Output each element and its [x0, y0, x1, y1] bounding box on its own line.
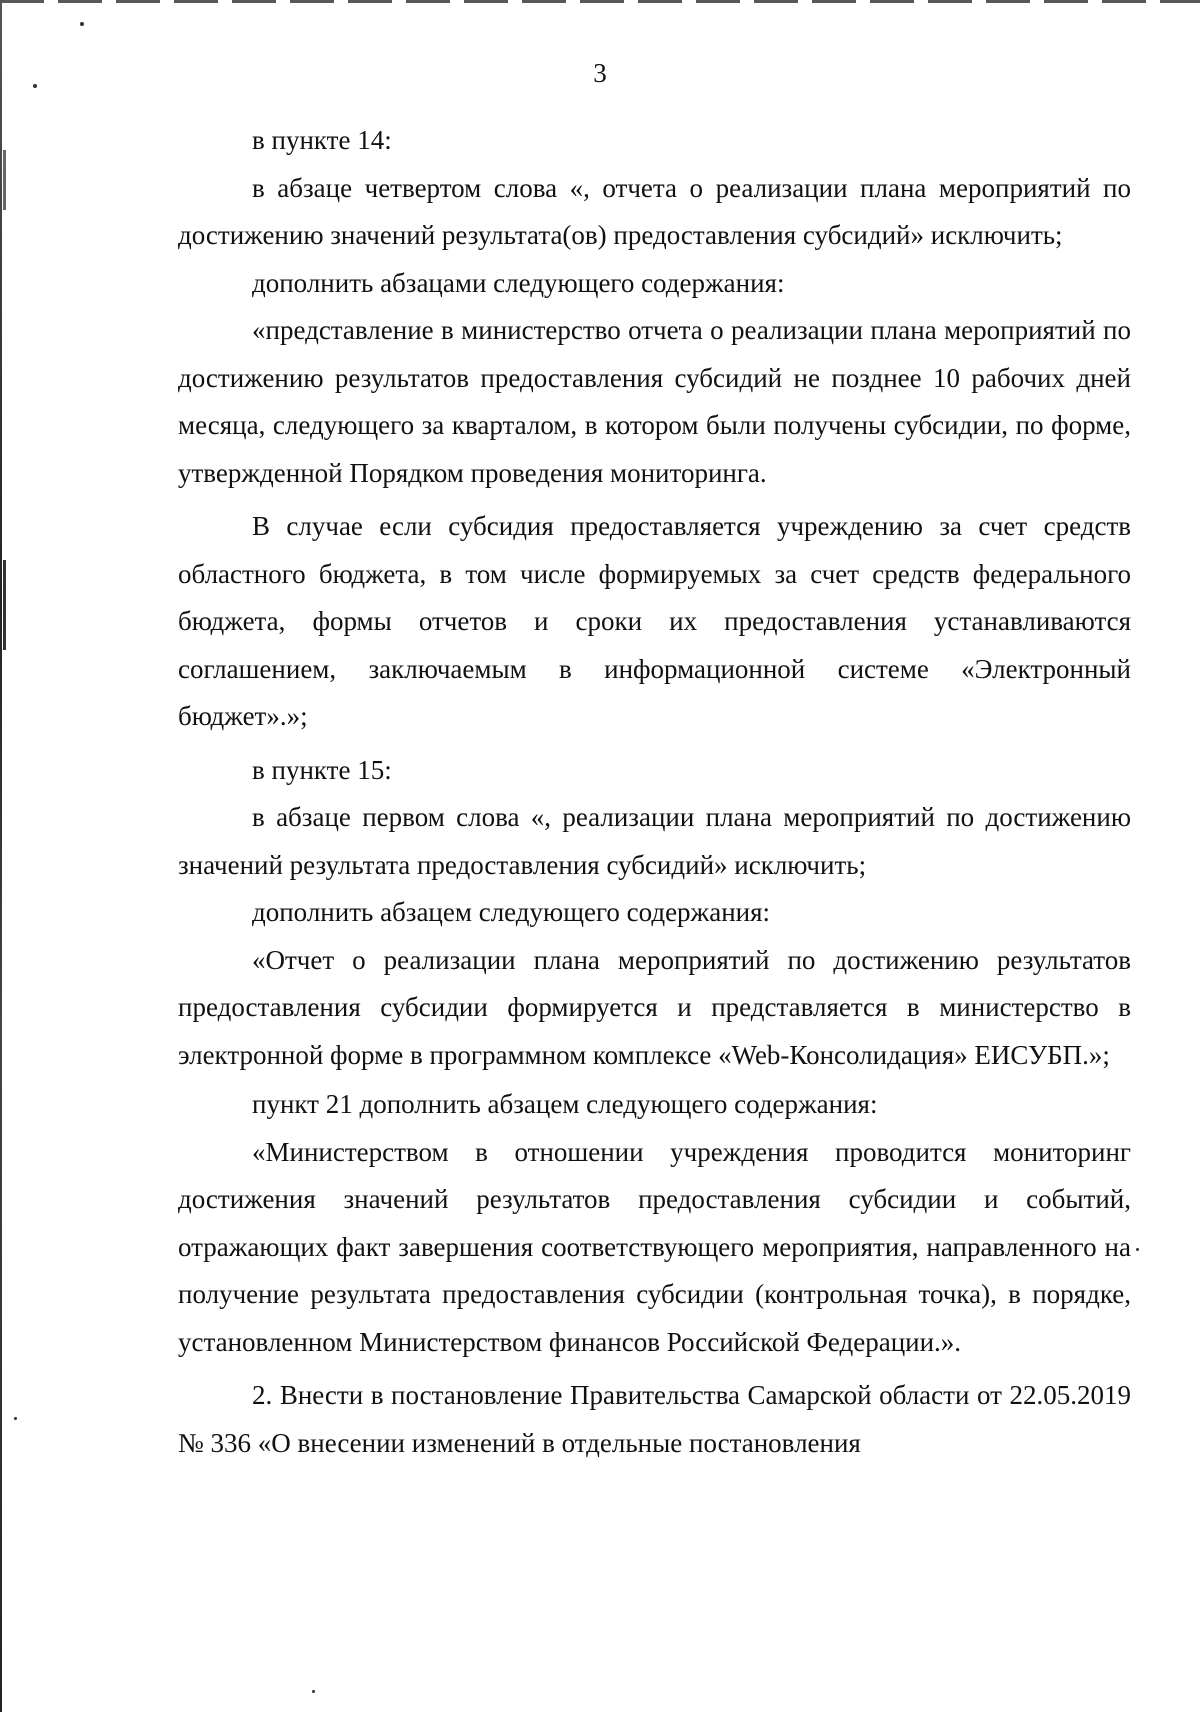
paragraph: 2. Внести в постановление Правительства Самарской области от 22.05.2019 № 336 «О внесении изменений в отдельные постановления	[178, 1380, 1131, 1458]
paragraph: «представление в министерство отчета о реализации плана мероприятий по достижению результатов предоставления субсидий не позднее 10 рабочих дней месяца, следующего за кварталом, в котором были получены субсидии, по форме, утвержденной Порядком проведения мониторинга.	[178, 315, 1131, 488]
paragraph: в абзаце первом слова «, реализации плана мероприятий по достижению значений результата предоставления субсидий» исключить;	[178, 802, 1131, 880]
scan-speck	[1136, 1248, 1139, 1251]
paragraph: в пункте 15:	[252, 754, 392, 785]
scan-speck	[80, 22, 84, 26]
scan-speck	[312, 1690, 315, 1693]
paragraph: в пункте 14:	[252, 125, 392, 155]
paragraph: пункт 21 дополнить абзацем следующего содержания:	[252, 1089, 878, 1119]
paragraph: В случае если субсидия предоставляется учреждению за счет средств областного бюджета, в том числе формируемых за счет средств федерального бюджета, формы отчетов и сроки их предоставления устанавливаются соглашением, заключаемым в информационной системе «Электронный бюджет».»;	[178, 511, 1131, 731]
paragraph: дополнить абзацем следующего содержания:	[252, 897, 771, 927]
document-body	[178, 117, 1131, 1467]
paragraph: в абзаце четвертом слова «, отчета о реализации плана мероприятий по достижению значений результата(ов) предоставления субсидий» исключить;	[178, 172, 1131, 250]
scan-speck	[14, 1417, 17, 1420]
paragraph: «Министерством в отношении учреждения проводится мониторинг достижения значений результатов предоставления субсидии и событий, отражающих факт завершения соответствующего мероприятия, направленного на получение результата предоставления субсидии (контрольная точка), в порядке, установленном Министерством финансов Российской Федерации.».	[178, 1136, 1131, 1357]
page-number: 3	[593, 58, 607, 88]
scan-top-edge	[0, 0, 1200, 3]
paragraph: «Отчет о реализации плана мероприятий по достижению результатов предоставления субсидии формируется и представляется в министерство в электронной форме в программном комплексе «Web-Консолидация» ЕИСУБП.»;	[178, 944, 1131, 1070]
paragraph: дополнить абзацами следующего содержания:	[252, 267, 785, 298]
scan-speck	[3, 150, 6, 210]
scan-speck	[3, 560, 6, 650]
scan-left-edge	[0, 0, 2, 1712]
